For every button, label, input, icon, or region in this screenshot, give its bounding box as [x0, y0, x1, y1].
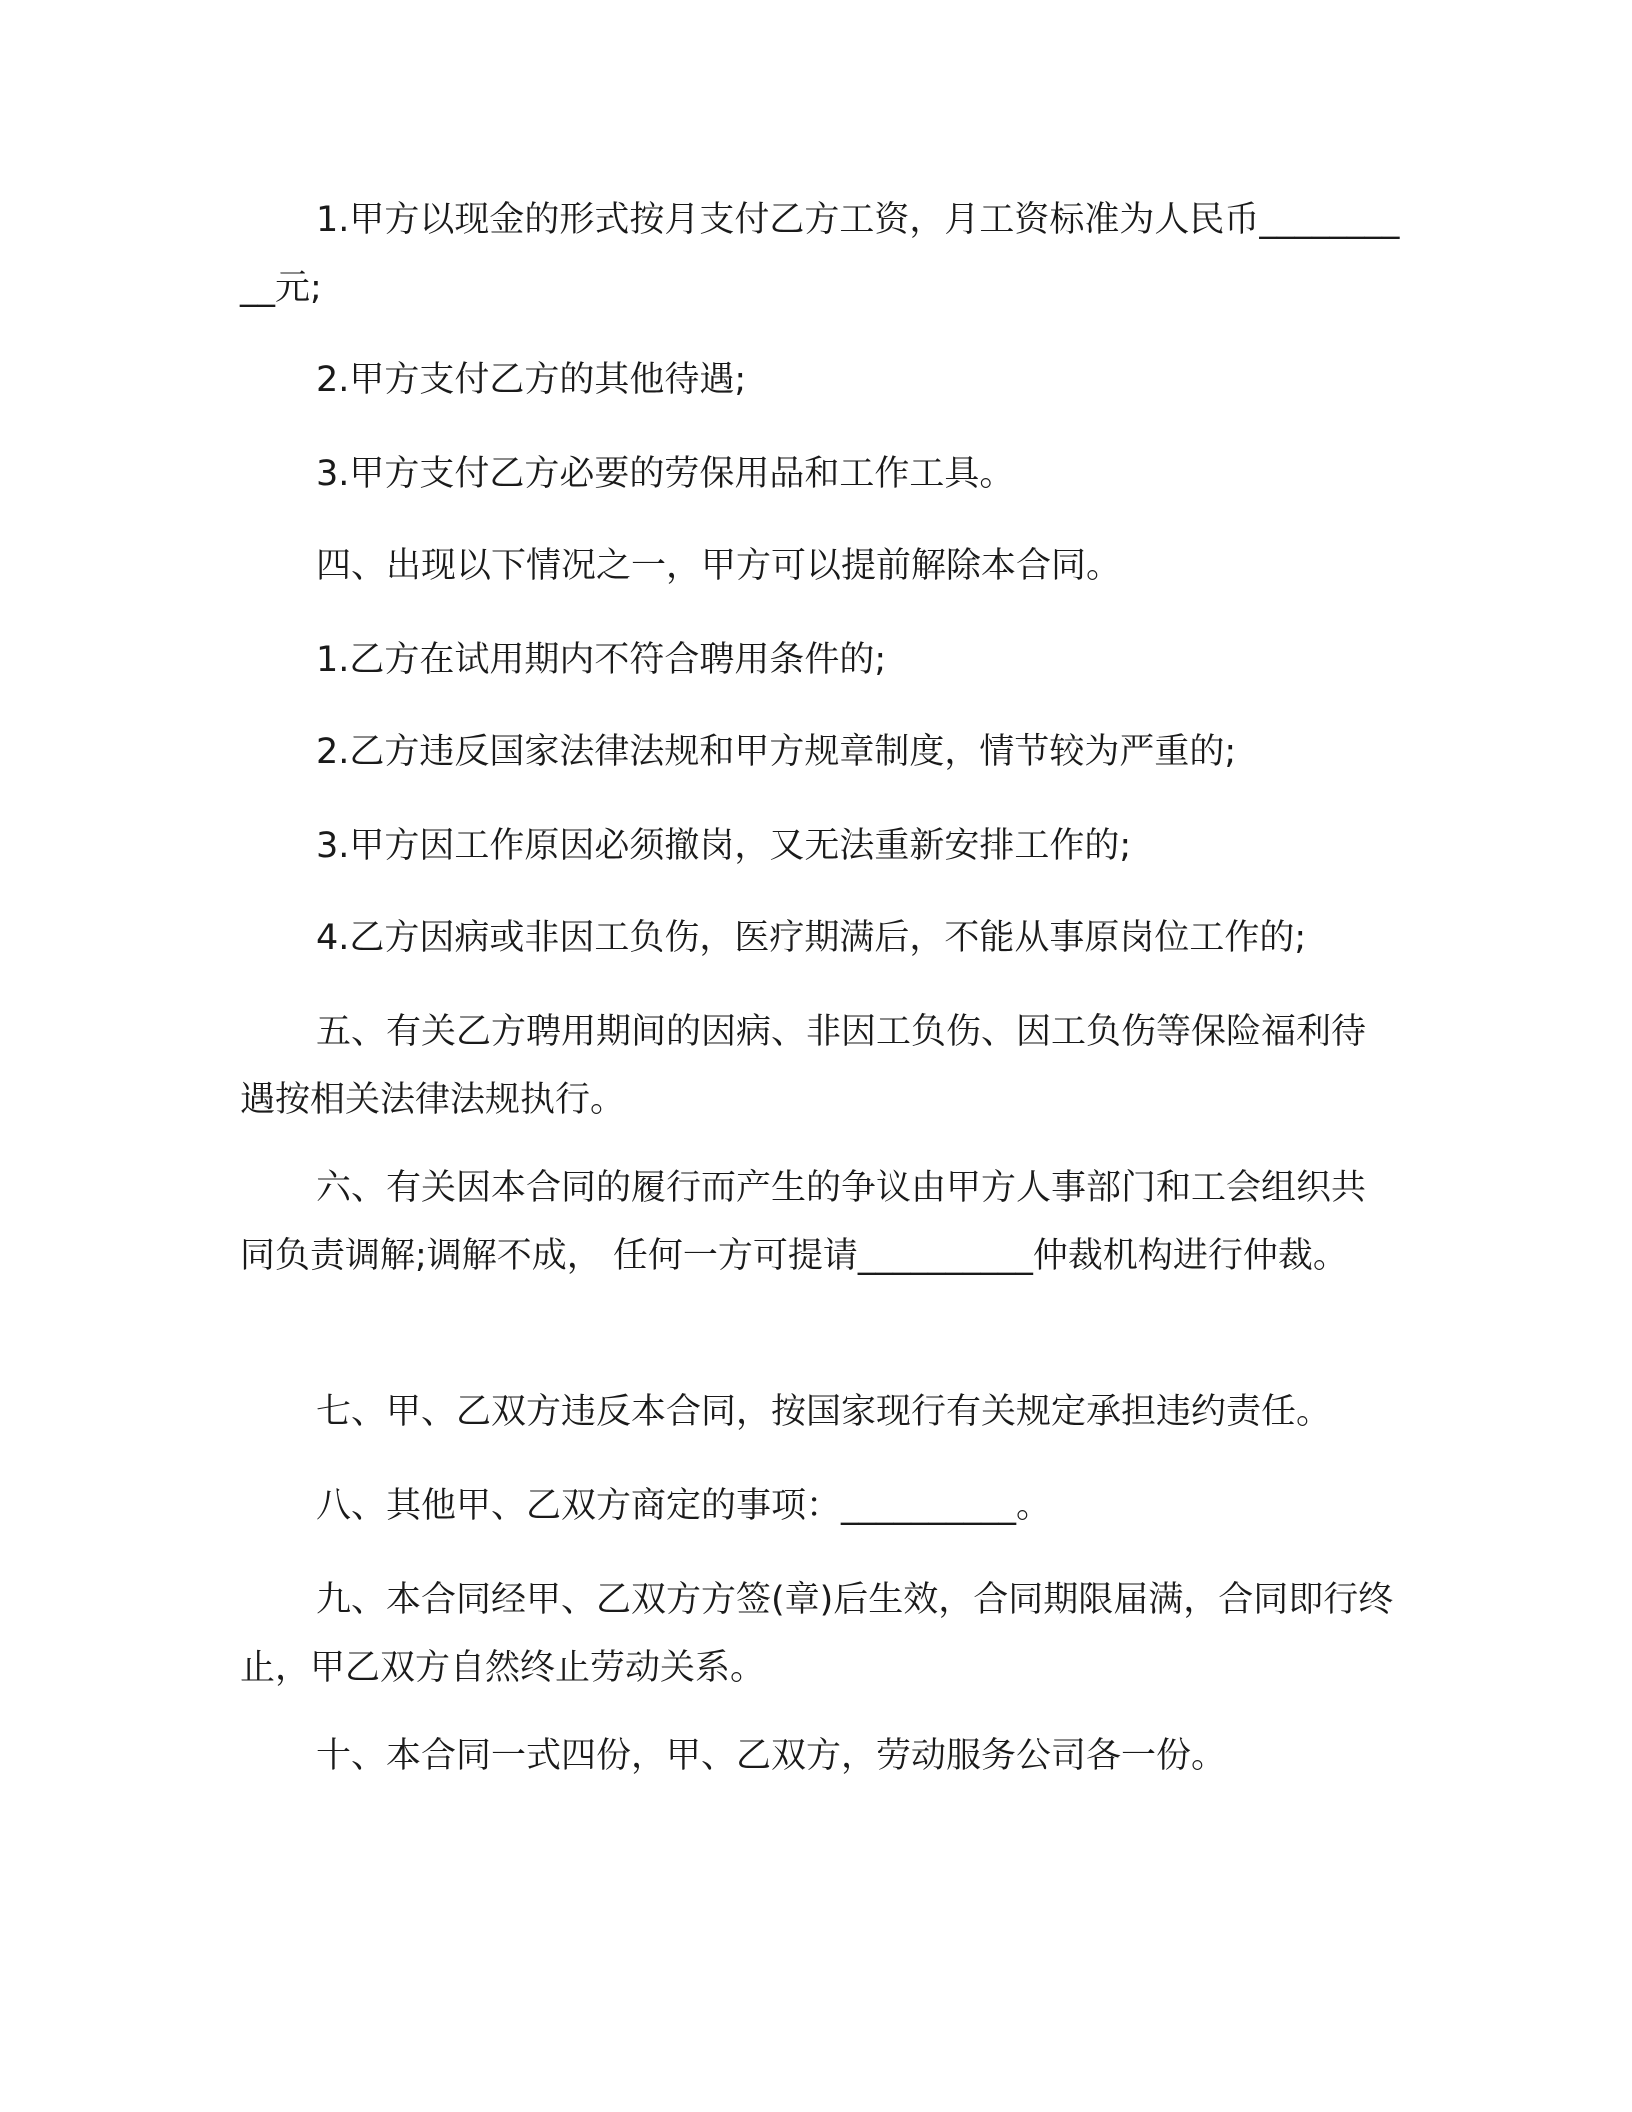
section-other-matters: 八、其他甲、乙双方商定的事项：__________。 [316, 1486, 1052, 1526]
section-insurance-welfare: 五、有关乙方聘用期间的因病、非因工负伤、因工负伤等保险福利待遇按相关法律法规执行。 [240, 1012, 1367, 1120]
section-dispute-arbitration: 六、有关因本合同的履行而产生的争议由甲方人事部门和工会组织共同负责调解;调解不成， 任何一方可提请__________仲裁机构进行仲裁。 [240, 1168, 1367, 1276]
paragraph-salary-cash: 1.甲方以现金的形式按月支付乙方工资，月工资标准为人民币__________元; [240, 200, 1400, 308]
section-copies: 十、本合同一式四份，甲、乙双方，劳动服务公司各一份。 [316, 1736, 1227, 1776]
paragraph-position-removed: 3.甲方因工作原因必须撤岗，又无法重新安排工作的; [316, 826, 1132, 866]
paragraph-protective-equipment: 3.甲方支付乙方必要的劳保用品和工作工具。 [316, 454, 1015, 494]
paragraph-law-violation: 2.乙方违反国家法律法规和甲方规章制度，情节较为严重的; [316, 732, 1237, 772]
section-heading-termination: 四、出现以下情况之一，甲方可以提前解除本合同。 [316, 546, 1122, 586]
section-breach-liability: 七、甲、乙双方违反本合同，按国家现行有关规定承担违约责任。 [316, 1392, 1332, 1432]
paragraph-other-benefits: 2.甲方支付乙方的其他待遇; [316, 360, 747, 400]
paragraph-illness-injury: 4.乙方因病或非因工负伤，医疗期满后，不能从事原岗位工作的; [316, 918, 1307, 958]
section-effective-term: 九、本合同经甲、乙双方方签(章)后生效，合同期限届满，合同即行终止，甲乙双方自然终止劳动关系。 [240, 1580, 1394, 1688]
paragraph-probation-condition: 1.乙方在试用期内不符合聘用条件的; [316, 640, 887, 680]
